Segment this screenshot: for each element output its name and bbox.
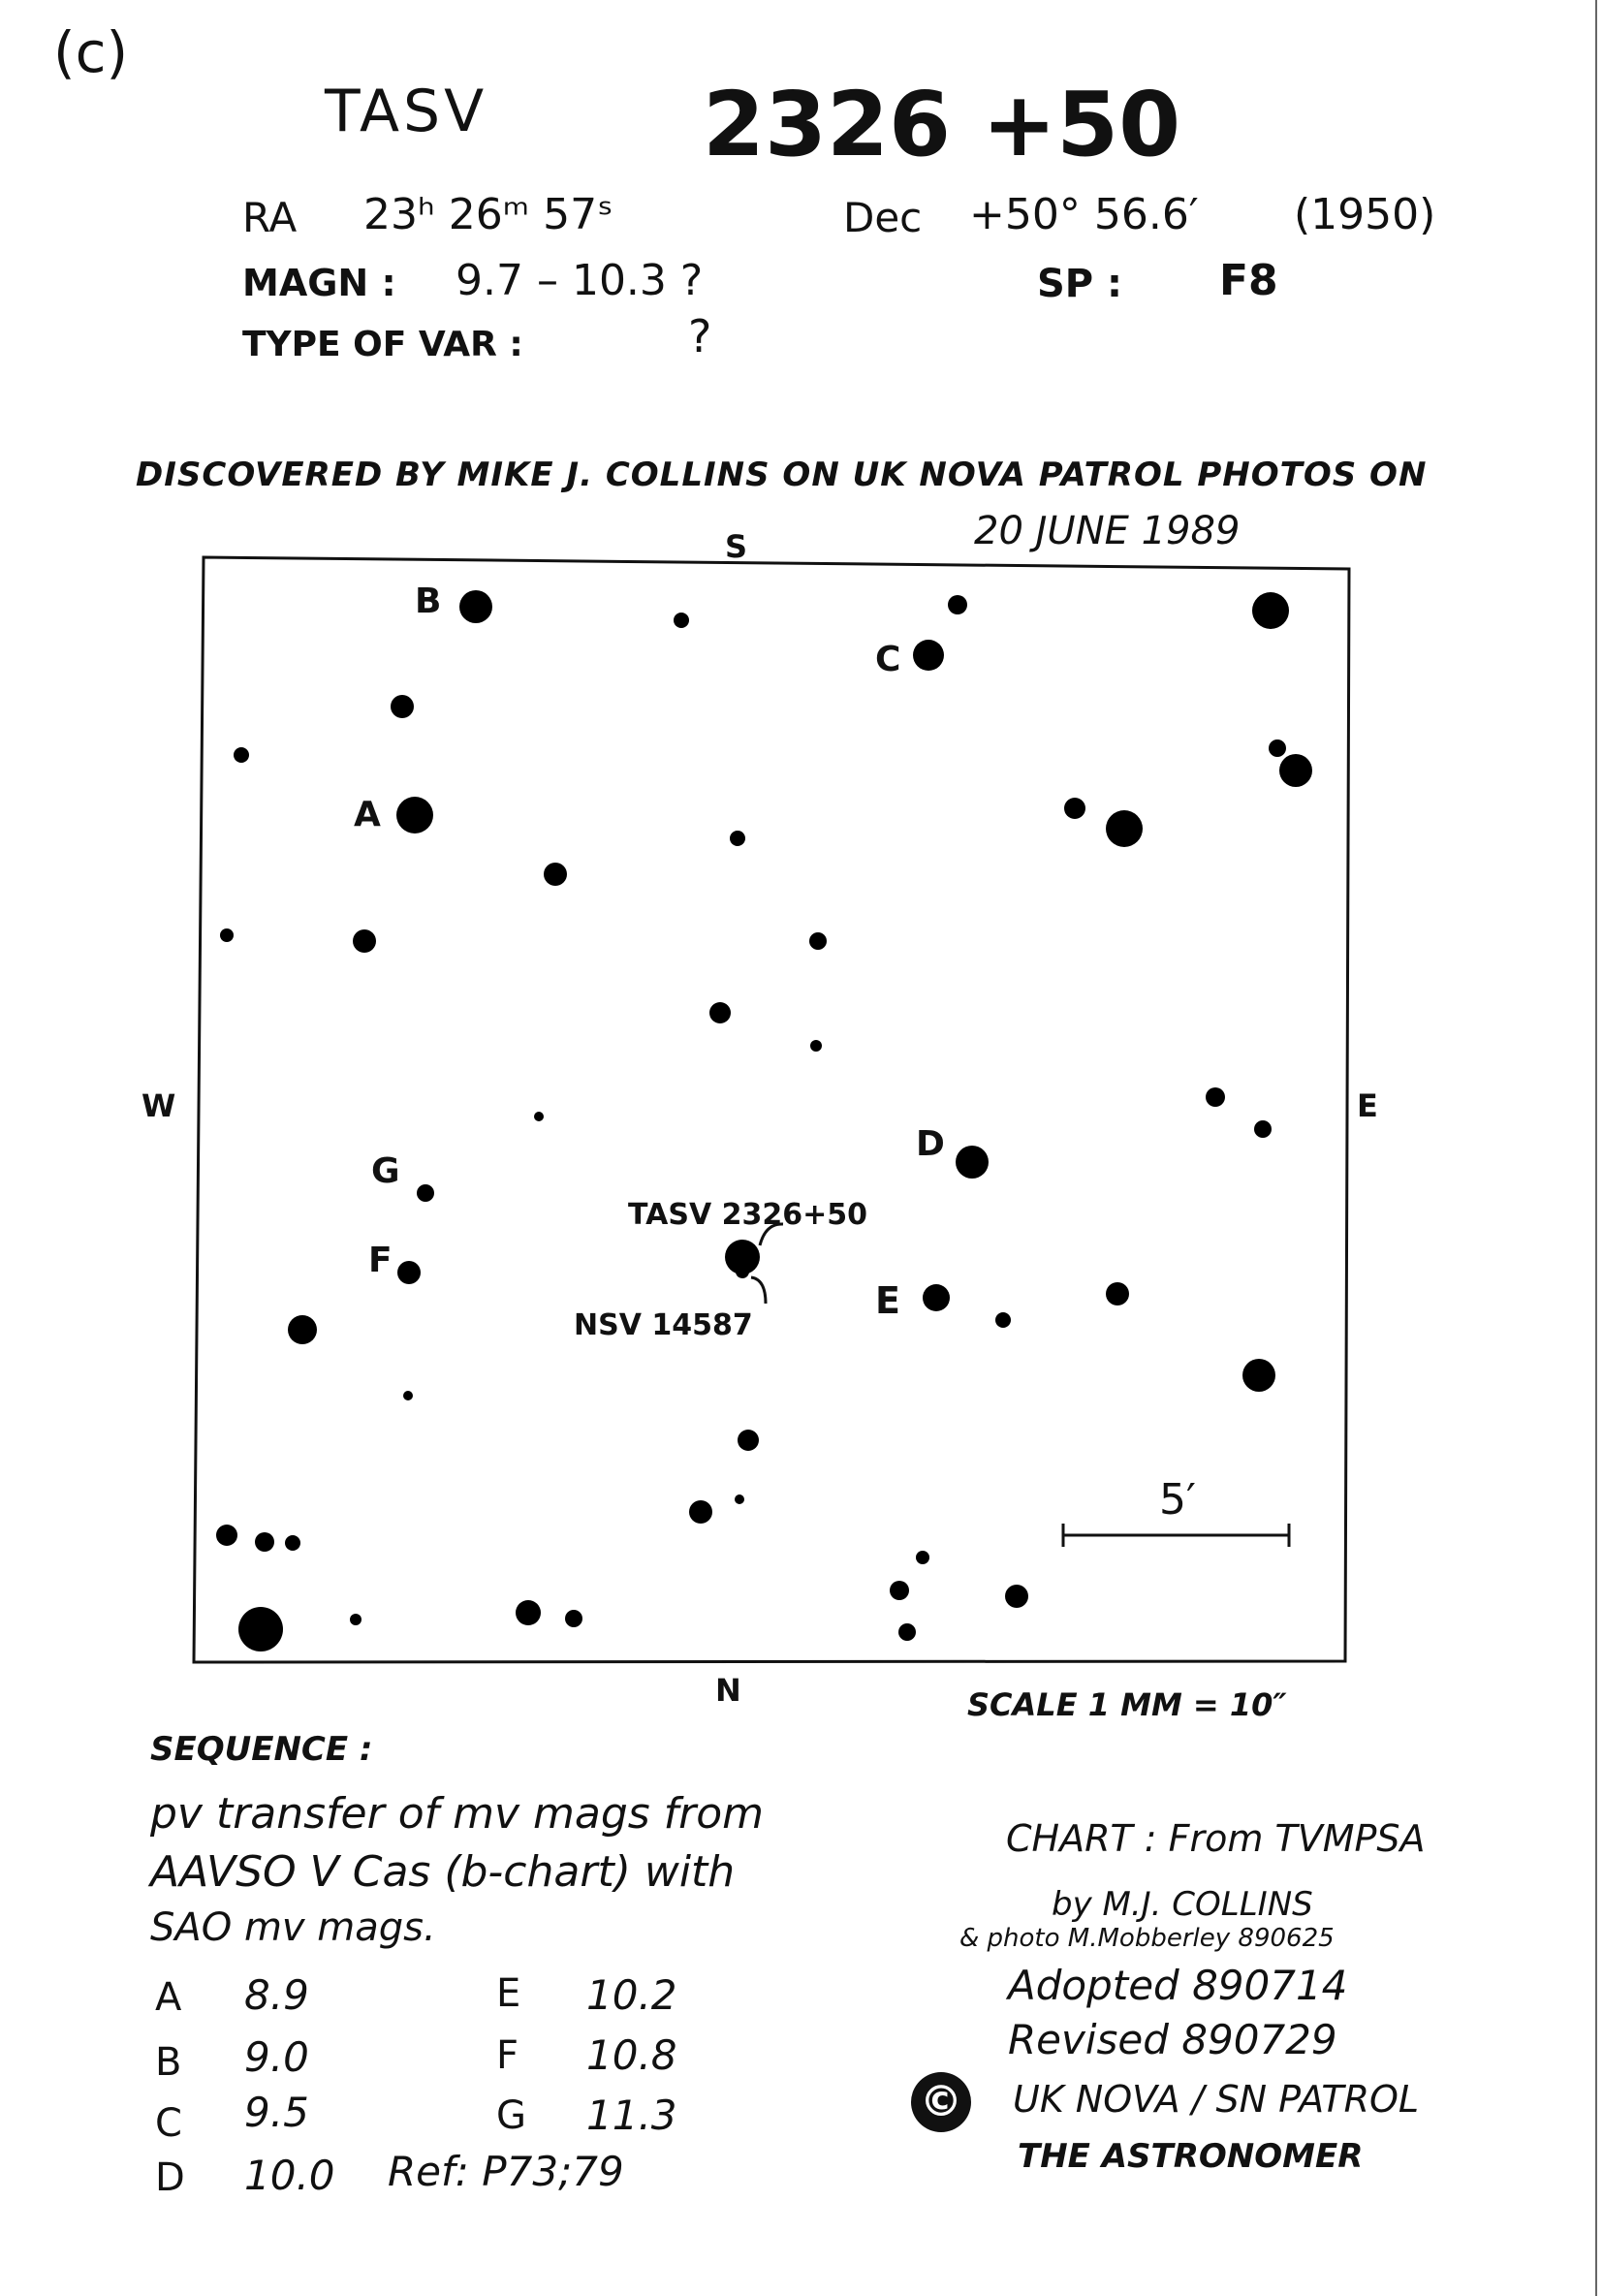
credits-by-line: by M.J. COLLINS: [1052, 1885, 1313, 1924]
star-e: [923, 1284, 950, 1311]
copyright-icon: [911, 2072, 971, 2132]
field-star-12: [1106, 810, 1143, 847]
type-value: ?: [688, 310, 712, 362]
seq-mag-g: 11.3: [586, 2092, 677, 2139]
corner-mark: (c): [53, 19, 129, 85]
credits-photo-line: & photo M.Mobberley 890625: [959, 1924, 1335, 1953]
field-star-4: [1252, 592, 1289, 629]
seq-star-g: G: [496, 2093, 526, 2138]
header-designation: 2326 +50: [703, 73, 1181, 176]
field-star-9: [1279, 754, 1312, 787]
field-star-45: [350, 1614, 361, 1625]
field-star-35: [689, 1500, 712, 1524]
credits-org-1: UK NOVA / SN PATROL: [1013, 2078, 1420, 2121]
field-star-43: [516, 1600, 541, 1625]
star-label-a: A: [354, 795, 381, 834]
seq-star-f: F: [496, 2033, 519, 2078]
credits-adopted: Adopted 890714: [1008, 1962, 1348, 2009]
field-star-21: [534, 1112, 544, 1121]
nsv-label-leader: [751, 1277, 766, 1304]
epoch: (1950): [1294, 190, 1436, 239]
field-star-42: [1005, 1585, 1028, 1608]
sequence-description-3: SAO mv mags.: [150, 1905, 436, 1950]
field-star-17: [809, 932, 827, 950]
star-label-f: F: [368, 1241, 393, 1280]
field-star-44: [565, 1610, 582, 1627]
ra-label: RA: [242, 194, 298, 241]
seq-mag-a: 8.9: [244, 1971, 309, 2019]
field-star-18: [709, 1002, 731, 1023]
seq-mag-f: 10.8: [586, 2031, 677, 2079]
star-label-e: E: [875, 1279, 900, 1322]
seq-mag-e: 10.2: [586, 1971, 677, 2019]
field-star-19: [810, 1040, 822, 1052]
star-d: [956, 1146, 989, 1179]
field-star-11: [1064, 798, 1085, 819]
seq-star-b: B: [155, 2040, 182, 2085]
sequence-description-1: pv transfer of mv mags from: [150, 1789, 765, 1839]
field-star-7: [234, 747, 249, 763]
field-star-34: [738, 1430, 759, 1451]
sequence-reference: Ref: P73;79: [388, 2148, 624, 2195]
sequence-description-2: AAVSO V Cas (b-chart) with: [150, 1847, 736, 1897]
sequence-title: SEQUENCE :: [150, 1730, 373, 1769]
seq-star-d: D: [155, 2155, 185, 2200]
discovery-line-1: DISCOVERED BY MIKE J. COLLINS ON UK NOVA PATROL PHOTOS ON: [136, 456, 1428, 494]
type-label: TYPE OF VAR :: [242, 325, 523, 364]
field-star-16: [353, 929, 376, 953]
field-star-15: [220, 928, 234, 942]
field-star-29: [1106, 1282, 1129, 1305]
seq-star-c: C: [155, 2101, 182, 2146]
star-c: [913, 640, 944, 671]
star-a: [396, 797, 433, 833]
dec-label: Dec: [843, 194, 923, 241]
nsv-star: [736, 1265, 749, 1278]
star-label-b: B: [415, 582, 442, 621]
star-g: [417, 1184, 434, 1202]
seq-star-a: A: [155, 1975, 182, 2020]
dec-value: +50° 56.6′: [969, 190, 1199, 239]
direction-east: E: [1357, 1087, 1378, 1124]
field-star-3: [948, 595, 967, 614]
field-star-2: [674, 613, 689, 628]
nsv-label: NSV 14587: [574, 1308, 753, 1342]
credits-revised: Revised 890729: [1008, 2016, 1337, 2063]
field-star-32: [1242, 1359, 1275, 1392]
star-b: [459, 590, 492, 623]
direction-west: W: [141, 1087, 176, 1124]
header-label: TASV: [325, 78, 488, 145]
field-star-13: [730, 831, 745, 846]
copyright-symbol: ©: [920, 2077, 962, 2126]
star-f: [397, 1261, 421, 1284]
direction-south: S: [725, 528, 748, 565]
field-star-38: [255, 1532, 274, 1552]
field-star-46: [898, 1623, 916, 1641]
field-star-36: [735, 1494, 744, 1504]
direction-north: N: [715, 1672, 741, 1709]
magn-label: MAGN :: [242, 262, 396, 304]
ra-value: 23ʰ 26ᵐ 57ˢ: [363, 190, 613, 239]
field-star-33: [403, 1391, 413, 1400]
seq-star-e: E: [496, 1971, 521, 2016]
field-star-20: [1206, 1087, 1225, 1107]
sp-label: SP :: [1037, 262, 1123, 306]
seq-mag-d: 10.0: [244, 2152, 335, 2199]
scale-text: SCALE 1 MM = 10″: [967, 1686, 1287, 1723]
seq-mag-c: 9.5: [244, 2089, 309, 2136]
credits-chart-line: CHART : From TVMPSA: [1006, 1817, 1426, 1860]
field-star-37: [216, 1525, 237, 1546]
field-star-6: [391, 695, 414, 718]
star-label-g: G: [371, 1151, 400, 1191]
star-label-c: C: [875, 640, 901, 679]
field-star-22: [1254, 1120, 1272, 1138]
scale-bar-label: 5′: [1159, 1475, 1196, 1525]
field-star-31: [995, 1312, 1011, 1328]
sp-value: F8: [1219, 256, 1278, 305]
field-star-47: [238, 1607, 283, 1651]
field-star-30: [288, 1315, 317, 1344]
seq-mag-b: 9.0: [244, 2033, 309, 2081]
field-star-14: [544, 863, 567, 886]
credits-org-2: THE ASTRONOMER: [1018, 2137, 1364, 2176]
field-star-39: [285, 1535, 300, 1551]
magn-value: 9.7 – 10.3 ?: [456, 256, 704, 305]
discovery-line-2: 20 JUNE 1989: [974, 509, 1241, 553]
field-star-40: [916, 1551, 929, 1564]
target-label: TASV 2326+50: [628, 1198, 868, 1232]
field-star-41: [890, 1581, 909, 1600]
star-label-d: D: [916, 1124, 945, 1164]
field-star-8: [1269, 739, 1286, 757]
